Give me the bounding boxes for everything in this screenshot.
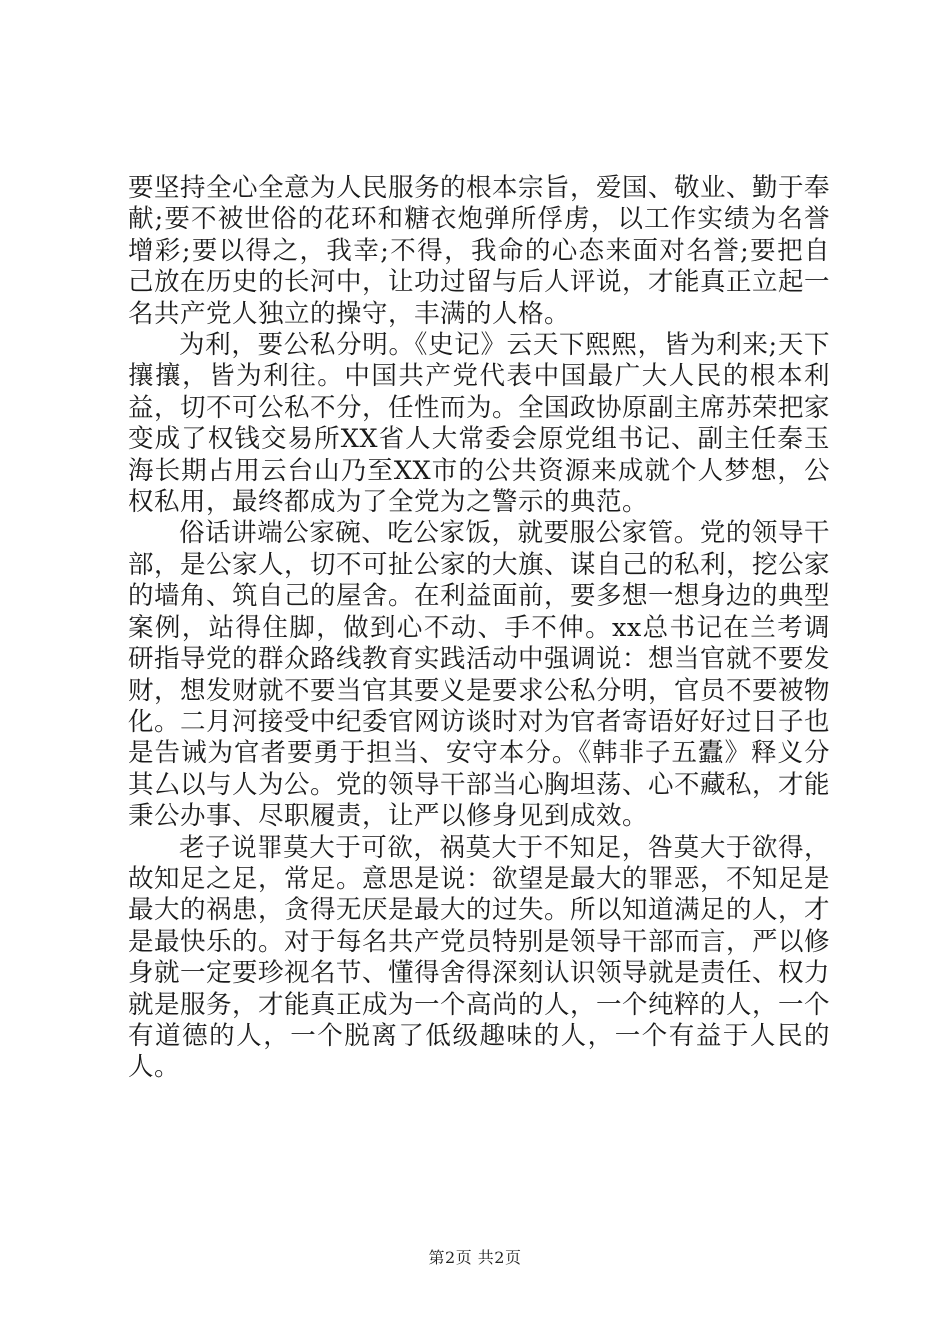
document-body: [128, 173, 830, 1084]
paragraph-continuation: 要坚持全心全意为人民服务的根本宗旨，爱国、敬业、勤于奉献;要不被世俗的花环和糖衣炮弹所俘虏，以工作实绩为名誉增彩;要以得之，我幸;不得，我命的心态来面对名誉;要把自己放在历史的长河中，让功过留与后人评说，才能真正立起一名共产党人独立的操守，丰满的人格。: [128, 173, 831, 329]
page-footer: 第2页 共2页: [428, 1248, 522, 1267]
paragraph-laozi: 老子说罪莫大于可欲，祸莫大于不知足，咎莫大于欲得，故知足之足，常足。意思是说：欲望是最大的罪恶，不知足是最大的祸患，贪得无厌是最大的过失。所以知道满足的人，才是最快乐的。对于每名共产党员特别是领导干部而言，严以修身就一定要珍视名节、懂得舍得深刻认识领导就是责任、权力就是服务，才能真正成为一个高尚的人，一个纯粹的人，一个有道德的人，一个脱离了低级趣味的人，一个有益于人民的人。: [128, 832, 831, 1083]
paragraph-public-service: 俗话讲端公家碗、吃公家饭，就要服公家管。党的领导干部，是公家人，切不可扯公家的大旗、谋自己的私利，挖公家的墙角、筑自己的屋舍。在利益面前，要多想一想身边的典型案例，站得住脚，做到心不动、手不伸。xx总书记在兰考调研指导党的群众路线教育实践活动中强调说：想当官就不要发财，想发财就不要当官其要义是要求公私分明，官员不要被物化。二月河接受中纪委官网访谈时对为官者寄语好好过日子也是告诫为官者要勇于担当、安守本分。《韩非子五蠹》释义分其厶以与人为公。党的领导干部当心胸坦荡、心不藏私，才能秉公办事、尽职履责，让严以修身见到成效。: [128, 518, 831, 832]
paragraph-for-profit: 为利，要公私分明。《史记》云天下熙熙，皆为利来;天下攘攘，皆为利往。中国共产党代表中国最广大人民的根本利益，切不可公私不分，任性而为。全国政协原副主席苏荣把家变成了权钱交易所XX省人大常委会原党组书记、副主任秦玉海长期占用云台山乃至XX市的公共资源来成就个人梦想，公权私用，最终都成为了全党为之警示的典范。: [128, 330, 831, 518]
